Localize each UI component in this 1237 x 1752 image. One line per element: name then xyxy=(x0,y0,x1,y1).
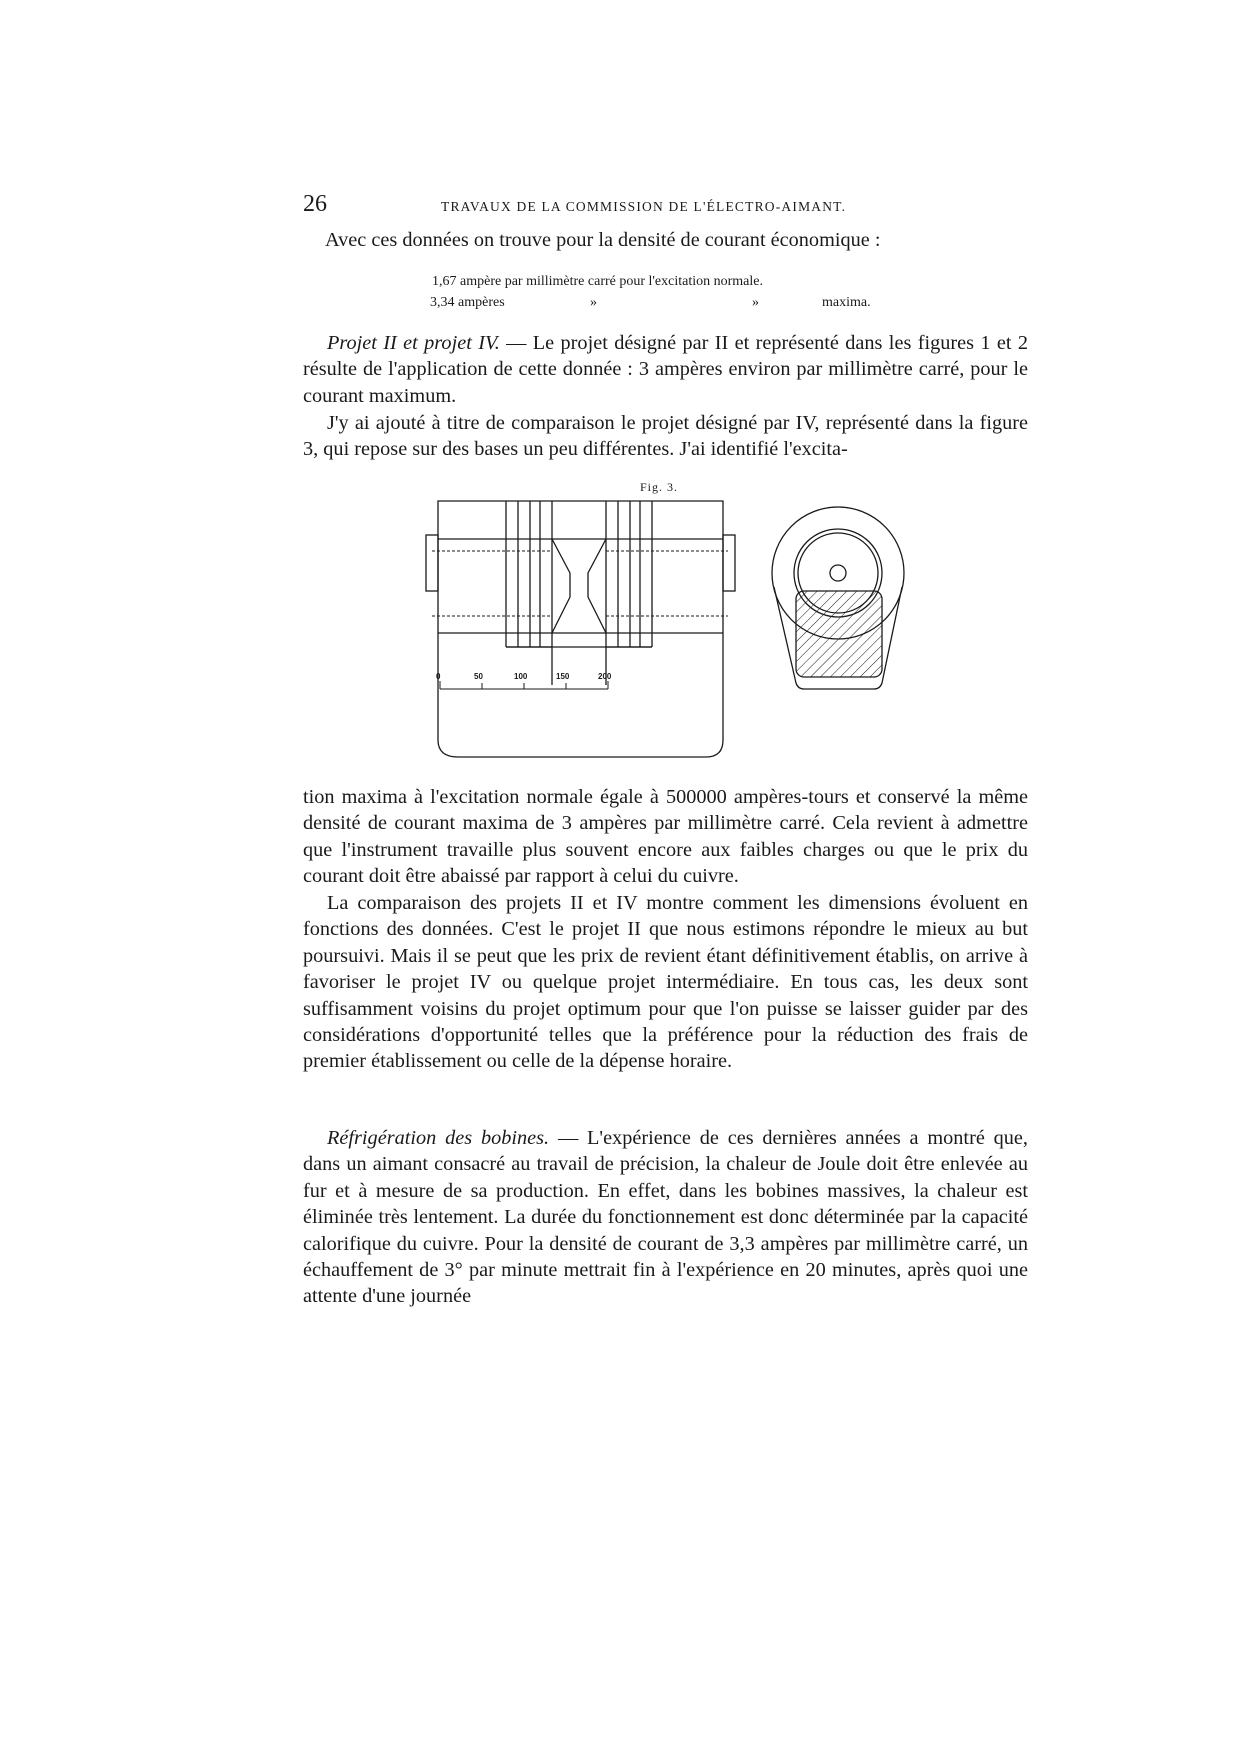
scale-label: 100 xyxy=(514,672,528,681)
hatched-section xyxy=(796,591,882,677)
left-pole-piece xyxy=(552,539,570,633)
paragraph: La comparaison des projets II et IV montre comment les dimensions évoluent en fonctions des données. C'est le projet II que nous estimons répondre le mieux au but poursuivi. Mais il se peut que les prix de revient étant définitivement établis, on arrive à favoriser le projet IV ou quelque projet intermédiaire. En tous cas, les deux sont suffisamment voisins du projet optimum pour que l'on puisse se laisser guider par des considérations d'opportunité telles que la préférence pour la réduction des frais de premier établissement ou celle de la dépense horaire. xyxy=(303,892,1028,1073)
right-coil xyxy=(606,501,652,647)
intro-line: Avec ces données on trouve pour la densité de courant économique : xyxy=(325,229,881,251)
figure-electromagnet xyxy=(418,495,938,780)
running-title: TRAVAUX DE LA COMMISSION DE L'ÉLECTRO-AIMANT. xyxy=(441,199,847,214)
right-cap xyxy=(723,535,735,591)
scale-labels xyxy=(436,672,612,681)
section-heading: Projet II et projet IV. xyxy=(327,332,500,354)
page-header xyxy=(303,191,913,221)
page-number: 26 xyxy=(303,191,327,217)
section-projet-ii-iv xyxy=(303,330,1028,409)
scale-label: 150 xyxy=(556,672,570,681)
paragraph: J'y ai ajouté à titre de comparaison le projet désigné par IV, représenté dans la figure 3, qui repose sur des bases un peu différentes. J'ai identifié l'excita- xyxy=(303,412,1028,461)
scale-label: 0 xyxy=(436,672,441,681)
table-row xyxy=(432,292,902,313)
table-cell: 1,67 ampère par millimètre carré pour l'excitation normale. xyxy=(432,274,763,289)
table-row xyxy=(432,271,902,292)
table-cell: maxima. xyxy=(822,295,871,310)
electromagnet-drawing xyxy=(418,495,938,780)
ditto-mark: » xyxy=(752,295,759,310)
figure-caption: Fig. 3. xyxy=(640,480,679,494)
section-heading: Réfrigération des bobines. xyxy=(327,1127,550,1149)
ditto-mark: » xyxy=(590,295,597,310)
table-cell: 3,34 ampères xyxy=(430,295,505,310)
left-coil xyxy=(506,501,552,647)
paragraph: tion maxima à l'excitation normale égale à 500000 ampères-tours et conservé la même densité de courant maxima de 3 ampères par millimètre carré. Cela revient à admettre que l'instrument travaille plus souvent encore aux faibles charges ou que le prix du courant doit être abaissé par rapport à celui du cuivre. xyxy=(303,786,1028,888)
scale-label: 200 xyxy=(598,672,612,681)
dashed-lines xyxy=(432,551,728,616)
section-refrigeration xyxy=(303,1125,1028,1310)
density-table xyxy=(432,271,902,313)
end-view-bore xyxy=(830,565,846,581)
section-text: — Le projet désigné par II et représenté dans les figures 1 et 2 résulte de l'application de cette donnée : 3 ampères environ par millimètre carré, pour le courant maximum. xyxy=(303,332,1028,407)
right-pole-piece xyxy=(588,539,606,633)
scale-label: 50 xyxy=(474,672,483,681)
section-text: — L'expérience de ces dernières années a montré que, dans un aimant consacré au travail de précision, la chaleur de Joule doit être enlevée au fur et à mesure de sa production. En effet, dans les bobines massives, la chaleur est éliminée très lentement. La durée du fonctionnement est donc déterminée par la capacité calorifique du cuivre. Pour la densité de courant de 3,3 ampères par millimètre carré, un échauffement de 3° par minute mettrait fin à l'expérience en 20 minutes, après quoi une attente d'une journée xyxy=(303,1127,1028,1308)
left-cap xyxy=(426,535,438,591)
